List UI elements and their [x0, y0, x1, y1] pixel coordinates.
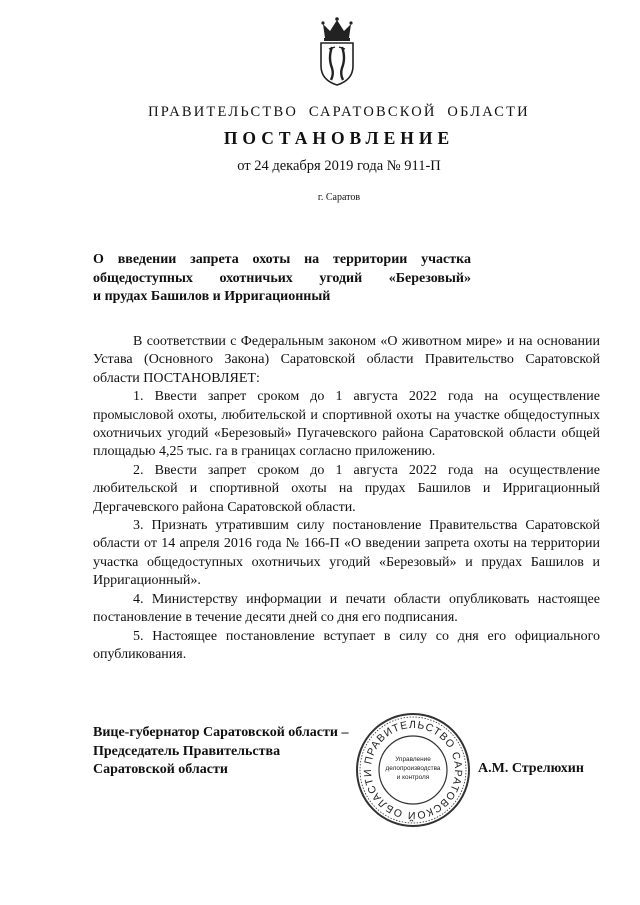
document-body — [93, 333, 600, 664]
body-paragraph: 1. Ввести запрет сроком до 1 августа 2022 года на осуществление промысловой охоты, любительской и спортивной охоты на участке общедоступных охотничьих угодий «Березовый» Пугачевского района Саратовской области общей площадью 4,25 тыс. га в границах согласно приложению. — [93, 389, 600, 460]
stamp-outer-text: ПРАВИТЕЛЬСТВО САРАТОВСКОЙ ОБЛАСТИ — [361, 718, 465, 822]
document-city: г. Саратов — [317, 192, 361, 203]
subject-line: и прудах Башилов и Ирригационный — [93, 289, 331, 304]
signatory-title-line: Председатель Правительства — [93, 743, 281, 759]
stamp-inner-text: и контроля — [396, 774, 430, 781]
document-type: ПОСТАНОВЛЕНИЕ — [223, 128, 455, 148]
body-paragraph: 5. Настоящее постановление вступает в силу со дня его официального опубликования. — [93, 628, 600, 662]
document-subject — [93, 251, 493, 307]
subject-line: О введении запрета охоты на территории участка — [93, 252, 471, 267]
coat-of-arms-icon — [312, 14, 362, 88]
signatory-title-line: Саратовской области — [93, 762, 228, 778]
stamp-inner-text: делопроизводства — [385, 765, 441, 772]
government-name: ПРАВИТЕЛЬСТВО САРАТОВСКОЙ ОБЛАСТИ — [148, 104, 530, 120]
signatory-title-line: Вице-губернатор Саратовской области – — [93, 725, 349, 740]
body-paragraph: В соответствии с Федеральным законом «О животном мире» и на основании Устава (Основного Закона) Саратовской области Правительство Саратовской области ПОСТАНОВЛЯЕТ: — [93, 334, 600, 386]
signatory-name: А.М. Стрелюхин — [478, 761, 584, 776]
document-date-number: от 24 декабря 2019 года № 911-П — [237, 158, 441, 174]
subject-line: общедоступных охотничьих угодий «Березовый» — [93, 270, 471, 286]
stamp-inner-text: Управление — [395, 756, 431, 763]
body-paragraph: 2. Ввести запрет сроком до 1 августа 2022 года на осуществление любительской и спортивной охоты на прудах Башилов и Ирригационный Дергачевского района Саратовской области. — [93, 462, 600, 515]
official-stamp-icon — [352, 709, 474, 831]
signatory-title — [93, 724, 383, 780]
body-paragraph: 4. Министерству информации и печати области опубликовать настоящее постановление в течение десяти дней со дня его подписания. — [93, 591, 600, 626]
body-paragraph: 3. Признать утратившим силу постановление Правительства Саратовской области от 14 апреля 2016 года № 166-П «О введении запрета охоты на территории участка общедоступных охотничьих угодий «Березовый» и прудах Башилов и Ирригационный». — [93, 518, 600, 589]
